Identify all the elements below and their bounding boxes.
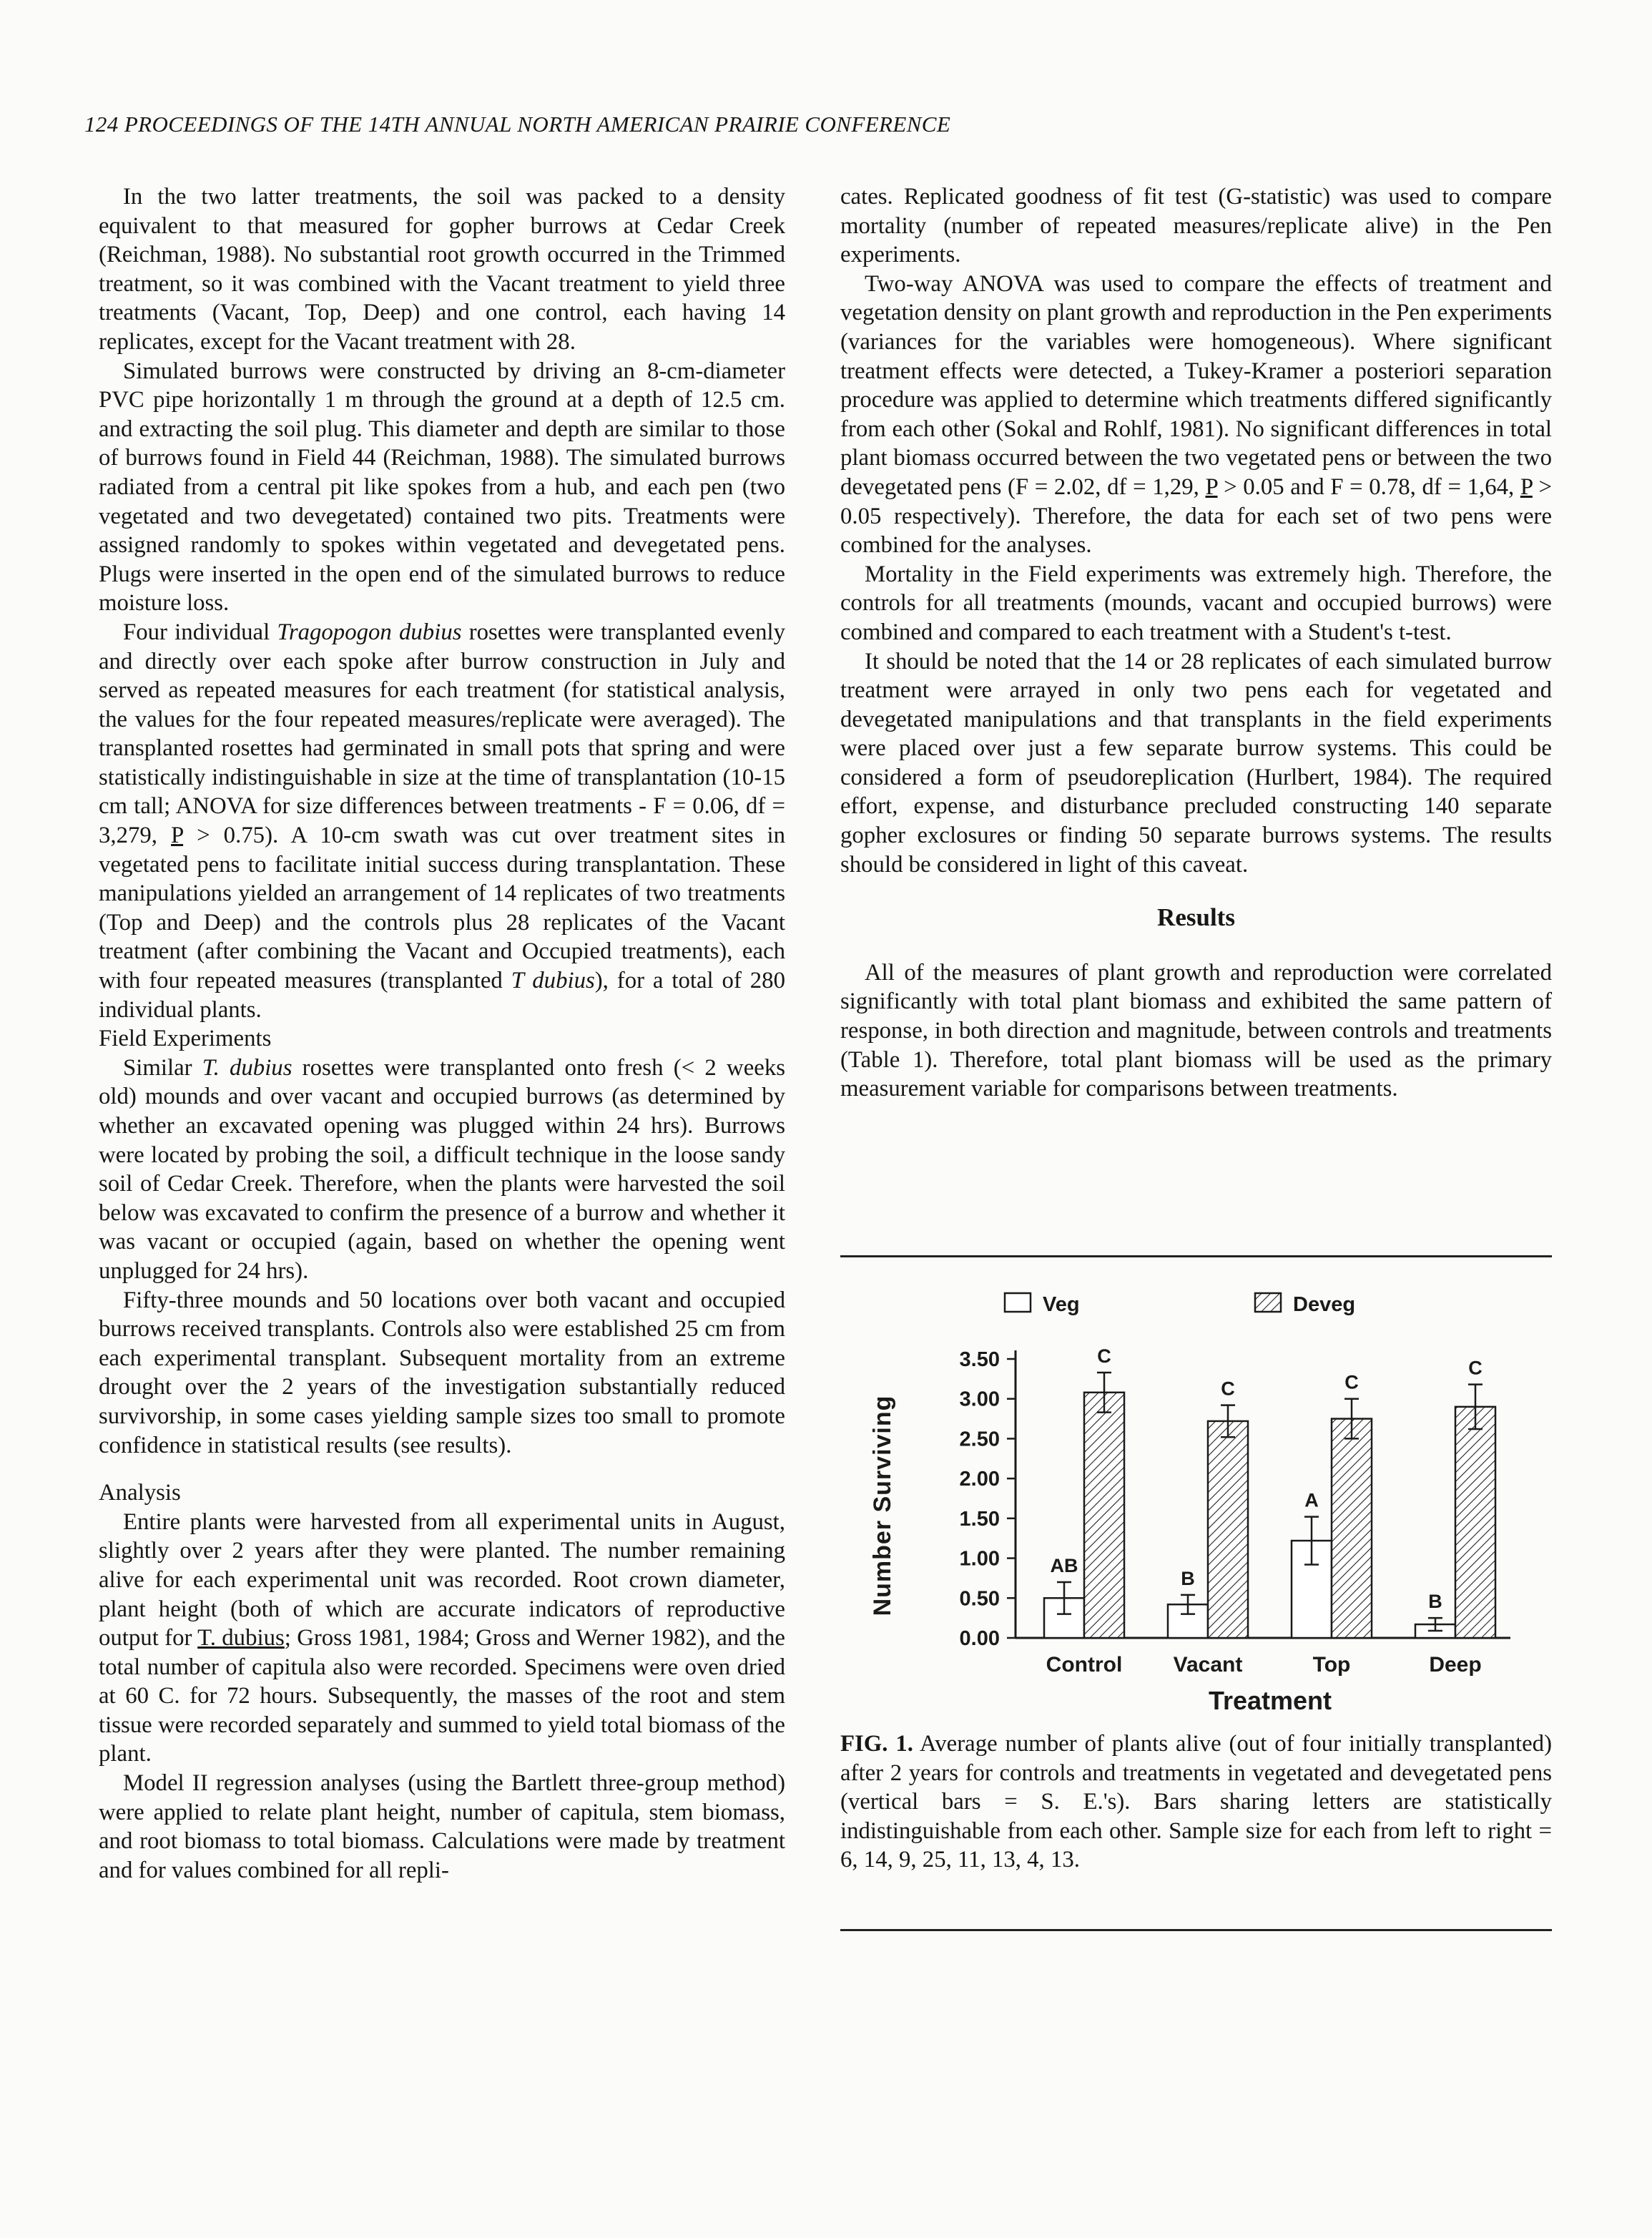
significance-letter: B: [1428, 1591, 1442, 1613]
legend-label-deveg: Deveg: [1293, 1293, 1356, 1316]
y-tick-label: 3.00: [959, 1388, 1000, 1411]
paragraph: [99, 1054, 785, 1286]
subsection-heading: Analysis: [99, 1480, 181, 1506]
paragraph: Mortality in the Field experiments was extremely high. Therefore, the controls for all treatments (mounds, vacant and occupied burrows) were combined and compared to each treatment with a Student's t-test.: [840, 561, 1552, 645]
bar-deveg-vacant: [1208, 1421, 1248, 1638]
y-tick-label: 1.50: [959, 1507, 1000, 1531]
species-name: T dubius: [511, 968, 595, 994]
paragraph: All of the measures of plant growth and reproduction were correlated significantly with total plant biomass and exhibited the same pattern of response, in both direction and magnitude, between controls and treatments (Table 1). Therefore, total plant biomass will be used as the primary measurement variable for comparisons between treatments.: [840, 959, 1552, 1102]
y-tick-label: 0.00: [959, 1627, 1000, 1650]
significance-letter: A: [1304, 1489, 1319, 1511]
paragraph: [99, 618, 785, 1024]
results-heading: Results: [1157, 903, 1235, 932]
caption-label: FIG. 1.: [840, 1731, 913, 1757]
p-symbol: P: [171, 823, 184, 849]
x-tick-label-top: Top: [1312, 1653, 1351, 1677]
significance-letter: B: [1181, 1567, 1195, 1589]
caption-text: Average number of plants alive (out of four initially transplanted) after 2 years for controls and treatments in vegetated and devegetated pens (vertical bars = S. E.'s). Bars sharing letters are statistically indistinguishable from each other. Sample size for each from left to right = 6, 14, 9, 25, 11, 13, 4, 13.: [840, 1731, 1552, 1873]
y-tick-label: 1.00: [959, 1547, 1000, 1571]
significance-letter: C: [1468, 1357, 1483, 1379]
significance-letter: C: [1097, 1345, 1111, 1367]
p-symbol: P: [1520, 473, 1533, 500]
y-tick-label: 2.00: [959, 1468, 1000, 1491]
text-run: ), for a total of 280 individual plants.: [99, 968, 785, 1023]
p-symbol: P: [1205, 473, 1218, 500]
significance-letter: C: [1344, 1371, 1359, 1393]
paragraph: cates. Replicated goodness of fit test (G-statistic) was used to compare mortality (number of repeated measures/replicate alive) in the Pen experiments.: [840, 184, 1552, 268]
bar-deveg-top: [1332, 1419, 1372, 1638]
text-run: > 0.05 and F = 0.78, df = 1,64,: [1217, 473, 1520, 500]
x-tick-label-vacant: Vacant: [1173, 1653, 1243, 1677]
text-run: ; Gross 1981, 1984; Gross and Werner 1982), and the total number of capitula also were recorded. Specimens were oven dried at 60 C. for 72 hours. Subsequently, the masses of the root and stem tissue were recorded separately and summed to yield total biomass of the plant.: [99, 1625, 785, 1767]
text-run: > 0.75). A 10-cm swath was cut over treatment sites in vegetated pens to facilitate initial success during transplantation. These manipulations yielded an arrangement of 14 replicates of two treatments (Top and Deep) and the controls plus 28 replicates of the Vacant treatment (after combining the Vacant and Occupied treatments), each with four repeated measures (transplanted: [99, 823, 785, 994]
x-tick-label-deep: Deep: [1429, 1653, 1482, 1677]
text-run: Four individual: [123, 619, 277, 645]
paragraph: It should be noted that the 14 or 28 replicates of each simulated burrow treatment were arrayed in only two pens each for vegetated and devegetated manipulations and that transplants in the field experiments were placed over just a few separate burrow systems. This could be considered a form of pseudoreplication (Hurlbert, 1984). The required effort, expense, and disturbance precluded constructing 140 separate gopher exclosures or finding 50 separate burrows systems. The results should be considered in light of this caveat.: [840, 648, 1552, 878]
bar-deveg-control: [1084, 1393, 1124, 1638]
text-run: rosettes were transplanted evenly and directly over each spoke after burrow construction in July and served as repeated measures for each treatment (for statistical analysis, the values for the four repeated measures/replicate were averaged). The transplanted rosettes had germinated in small pots that spring and were statistically indistinguishable in size at the time of transplantation (10-15 cm tall; ANOVA for size differences between treatments - F = 0.06, df = 3,279,: [99, 619, 785, 849]
paragraph: In the two latter treatments, the soil was packed to a density equivalent to that measured for gopher burrows at Cedar Creek (Reichman, 1988). No substantial root growth occurred in the Trimmed treatment, so it was combined with the Vacant treatment to yield three treatments (Vacant, Top, Deep) and one control, each having 14 replicates, except for the Vacant treatment with 28.: [99, 184, 785, 355]
y-tick-label: 0.50: [959, 1587, 1000, 1611]
significance-letter: C: [1221, 1378, 1235, 1400]
y-tick-label: 3.50: [959, 1348, 1000, 1371]
legend-label-veg: Veg: [1043, 1293, 1080, 1316]
text-run: Entire plants were harvested from all experimental units in August, slightly over 2 years after they were planted. The number remaining alive for each experimental unit was recorded. Root crown diameter, plant height (both of which are accurate indicators of reproductive output for: [99, 1508, 785, 1651]
paragraph: Model II regression analyses (using the Bartlett three-group method) were applied to relate plant height, number of capitula, stem biomass, and root biomass to total biomass. Calculations were made by treatment and for values combined for all repli-: [99, 1770, 785, 1883]
y-tick-label: 2.50: [959, 1428, 1000, 1451]
legend-swatch-veg: [1005, 1293, 1031, 1312]
figure-1: [840, 1259, 1552, 1717]
survival-bar-chart: [840, 1259, 1552, 1717]
significance-letter: AB: [1050, 1555, 1078, 1576]
subsection-heading: Field Experiments: [99, 1026, 272, 1052]
figure-bottom-rule: [840, 1929, 1552, 1931]
text-run: > 0.05 respectively). Therefore, the data for each set of two pens were combined for the analyses.: [840, 473, 1552, 559]
legend-swatch-deveg: [1255, 1293, 1281, 1312]
x-axis-title: Treatment: [1208, 1686, 1332, 1715]
species-name: Tragopogon dubius: [277, 619, 462, 645]
y-axis-title: Number Surviving: [869, 1395, 896, 1616]
bar-deveg-deep: [1455, 1407, 1495, 1638]
text-run: rosettes were transplanted onto fresh (< 2 weeks old) mounds and over vacant and occupied burrows (as determined by whether an excavated opening was plugged within 24 hrs). Burrows were located by probing the soil, a difficult technique in the loose sandy soil of Cedar Creek. Therefore, when the plants were harvested the soil below was excavated to confirm the presence of a burrow and whether it was vacant or occupied (again, based on whether the opening went unplugged for 24 hrs).: [99, 1054, 785, 1284]
species-name: T. dubius: [202, 1054, 292, 1081]
left-column: [99, 182, 785, 1885]
text-run: Two-way ANOVA was used to compare the effects of treatment and vegetation density on plant growth and reproduction in the Pen experiments (variances for the variables were homogeneous). Where significant treatment effects were detected, a Tukey-Kramer a posteriori separation procedure was applied to determine which treatments differed significantly from each other (Sokal and Rohlf, 1981). No significant differences in total plant biomass occurred between the two vegetated pens or between the two devegetated pens (F = 2.02, df = 1,29,: [840, 270, 1552, 500]
paragraph: Fifty-three mounds and 50 locations over both vacant and occupied burrows received transplants. Controls also were established 25 cm from each experimental transplant. Subsequent mortality from an extreme drought over the 2 years of the investigation substantially reduced survivorship, in some cases yielding sample sizes too small to promote confidence in statistical results (see results).: [99, 1287, 785, 1458]
paragraph: [840, 270, 1552, 560]
paragraph: [99, 1508, 785, 1769]
x-tick-label-control: Control: [1046, 1653, 1123, 1677]
figure-caption: [840, 1729, 1552, 1875]
text-run: Similar: [123, 1054, 202, 1081]
species-name: T. dubius: [197, 1625, 285, 1651]
right-column: [840, 182, 1552, 1104]
running-head: 124 PROCEEDINGS OF THE 14TH ANNUAL NORTH AMERICAN PRAIRIE CONFERENCE: [84, 112, 951, 137]
figure-top-rule: [840, 1255, 1552, 1257]
paragraph: Simulated burrows were constructed by driving an 8-cm-diameter PVC pipe horizontally 1 m through the ground at a depth of 12.5 cm. and extracting the soil plug. This diameter and depth are similar to those of burrows found in Field 44 (Reichman, 1988). The simulated burrows radiated from a central pit like spokes from a hub, and each pen (two vegetated and two devegetated) contained two pits. Treatments were assigned randomly to spokes within vegetated and devegetated pens. Plugs were inserted in the open end of the simulated burrows to reduce moisture loss.: [99, 358, 785, 617]
